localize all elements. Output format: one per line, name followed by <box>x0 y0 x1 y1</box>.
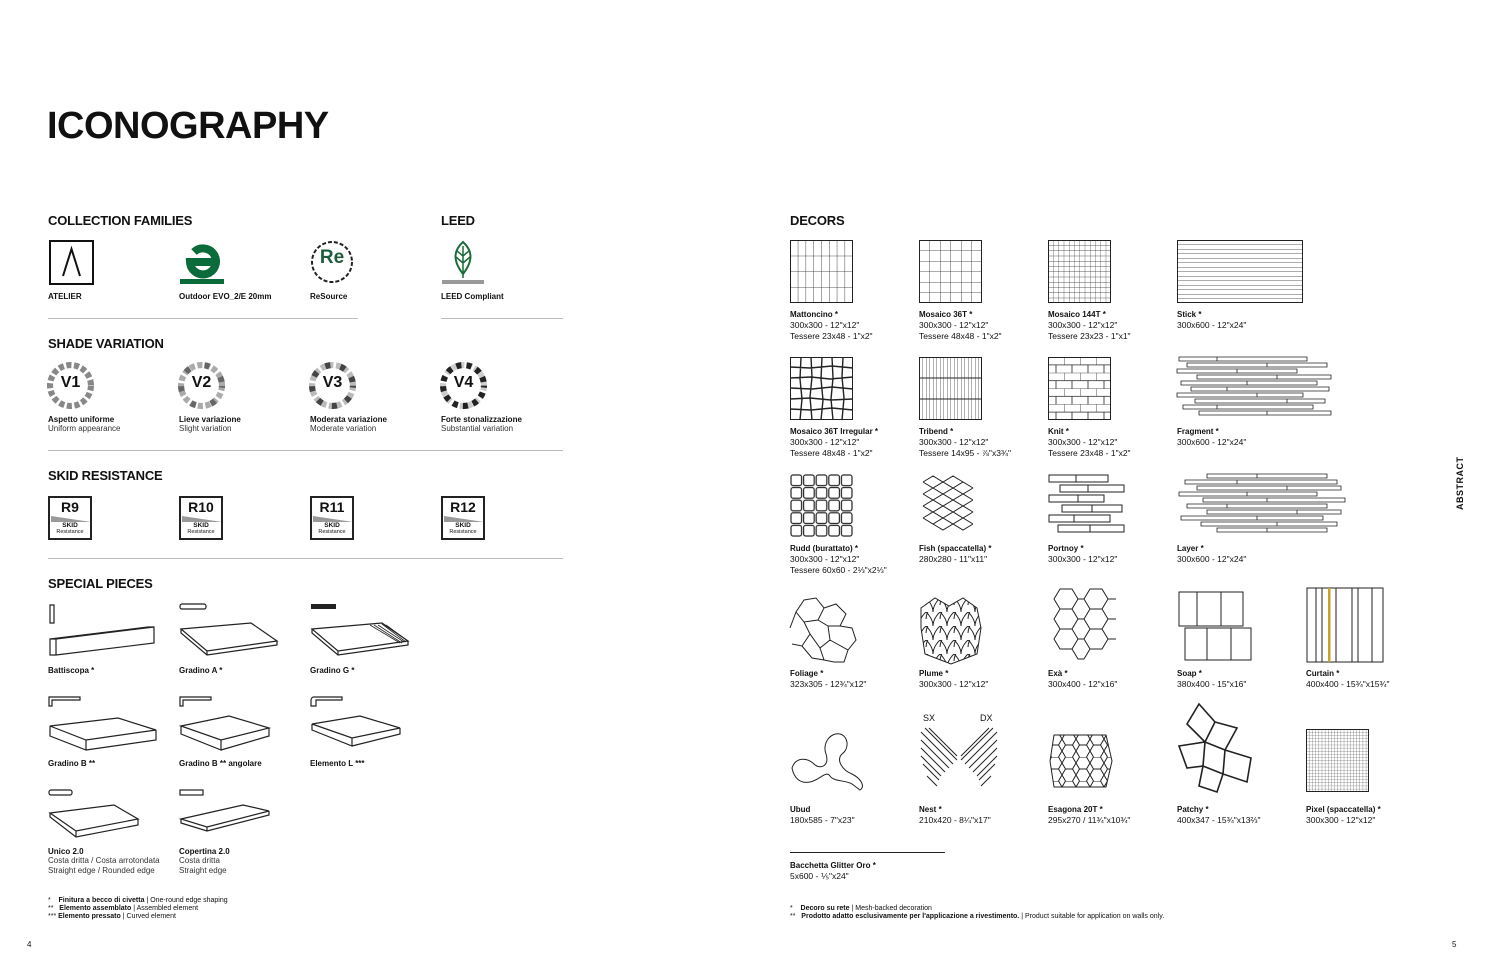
gradino-b-icon <box>48 696 160 754</box>
footnote: ** Elemento assemblato | Assembled element <box>48 905 199 912</box>
piece-sub2-copertina: Straight edge <box>179 866 227 875</box>
decor-name-bacchetta: Bacchetta Glitter Oro * <box>790 861 876 870</box>
footnote: * Decoro su rete | Mesh-backed decoration <box>790 905 932 912</box>
shade-v4-label: Forte stonalizzazione <box>441 415 522 424</box>
mosaico-36t-irregular-pattern <box>790 357 853 420</box>
layer-pattern <box>1177 472 1347 538</box>
decor-name-layer: Layer * <box>1177 544 1204 553</box>
side-tab-label: ABSTRACT <box>1455 456 1465 510</box>
section-leed: LEED <box>441 213 475 228</box>
page-number-left: 4 <box>27 940 32 949</box>
foliage-pattern <box>790 598 858 664</box>
piece-label-gradino-b-angolare: Gradino B ** angolare <box>179 759 262 768</box>
decor-name-mosaico-36t-irregular: Mosaico 36T Irregular * <box>790 427 879 436</box>
skid-line2: Resistance <box>56 529 84 535</box>
decor-name-soap: Soap * <box>1177 669 1202 678</box>
divider <box>48 450 563 451</box>
decor-dim: 300x300 - 12"x12" <box>919 679 989 689</box>
patchy-pattern <box>1177 702 1255 794</box>
piece-label-gradino-b: Gradino B ** <box>48 759 96 768</box>
decor-dim: 300x300 - 12"x12" <box>1048 320 1118 330</box>
decor-dim: 300x600 - 12"x24" <box>1177 437 1247 447</box>
section-skid-resistance: SKID RESISTANCE <box>48 468 163 483</box>
page-number-right: 5 <box>1452 940 1457 949</box>
decor-dim: 300x300 - 12"x12" <box>1306 815 1376 825</box>
decor-name-esagona: Esagona 20T * <box>1048 805 1103 814</box>
decor-dim: 300x400 - 12"x16" <box>1048 679 1118 689</box>
pixel-pattern <box>1306 729 1369 792</box>
piece-label-battiscopa: Battiscopa * <box>48 666 95 675</box>
decor-name-patchy: Patchy * <box>1177 805 1209 814</box>
decor-name-mosaico-144t: Mosaico 144T * <box>1048 310 1106 319</box>
knit-pattern <box>1048 357 1116 420</box>
section-shade-variation: SHADE VARIATION <box>48 336 164 351</box>
decor-name-mosaico-36t: Mosaico 36T * <box>919 310 973 319</box>
decor-dim2: Tessere 23x48 - 1"x2" <box>1048 448 1131 458</box>
decor-dim: 180x585 - 7"x23" <box>790 815 855 825</box>
decor-dim: 300x300 - 12"x12" <box>919 437 989 447</box>
soap-pattern <box>1177 590 1253 662</box>
decor-name-curtain: Curtain * <box>1306 669 1340 678</box>
nest-pattern <box>919 726 999 792</box>
leaf-icon <box>442 240 484 285</box>
unico-icon <box>48 789 143 844</box>
family-label-atelier: ATELIER <box>48 292 82 301</box>
decor-name-foliage: Foliage * <box>790 669 824 678</box>
family-label-resource: ReSource <box>310 292 348 301</box>
resource-mark: Re <box>319 247 345 268</box>
leed-label: LEED Compliant <box>441 292 504 301</box>
decor-name-exa: Exà * <box>1048 669 1068 678</box>
shade-v1-code: V1 <box>60 374 81 391</box>
decor-dim: 300x300 - 12"x12" <box>790 554 860 564</box>
shade-v2-label: Lieve variazione <box>179 415 241 424</box>
decor-dim: 323x305 - 12¾"x12" <box>790 679 867 689</box>
decor-name-fragment: Fragment * <box>1177 427 1219 436</box>
divider <box>48 558 563 559</box>
decor-dim: 300x300 - 12"x12" <box>1048 437 1118 447</box>
decor-name-tribend: Tribend * <box>919 427 954 436</box>
fish-pattern <box>919 476 975 536</box>
exa-pattern <box>1048 587 1120 665</box>
decor-name-stick: Stick * <box>1177 310 1202 319</box>
piece-label-gradino-g: Gradino G * <box>310 666 355 675</box>
shade-v3-code: V3 <box>322 374 343 391</box>
section-special-pieces: SPECIAL PIECES <box>48 576 153 591</box>
decor-name-fish: Fish (spaccatella) * <box>919 544 992 553</box>
skid-line2: Resistance <box>318 529 346 535</box>
decor-dim2: Tessere 23x23 - 1"x1" <box>1048 331 1131 341</box>
decor-dim2: Tessere 14x95 - ⅞"x3¾" <box>919 448 1012 458</box>
skid-code: R10 <box>188 499 214 515</box>
decor-name-mattoncino: Mattoncino * <box>790 310 838 319</box>
skid-line1: SKID <box>62 522 78 529</box>
piece-sub2-unico: Straight edge / Rounded edge <box>48 866 155 875</box>
bacchetta-line <box>790 852 945 853</box>
decor-dim: 300x300 - 12"x12" <box>919 320 989 330</box>
mosaico-36t-pattern <box>919 240 982 303</box>
footnote: ** Prodotto adatto esclusivamente per l'applicazione a rivestimento. | Product suitable for application on walls only. <box>790 913 1165 920</box>
divider <box>48 318 358 319</box>
shade-v3-sub: Moderate variation <box>310 424 377 433</box>
portnoy-pattern <box>1048 474 1126 537</box>
curtain-pattern <box>1306 587 1384 663</box>
shade-v1-label: Aspetto uniforme <box>48 415 115 424</box>
decor-dim: 210x420 - 8¼"x17" <box>919 815 991 825</box>
decor-dim: 280x280 - 11"x11" <box>919 554 988 564</box>
decor-dim: 300x300 - 12"x12" <box>790 320 860 330</box>
skid-code: R12 <box>450 499 476 515</box>
decor-dim: 300x300 - 12"x12" <box>1048 554 1118 564</box>
skid-code: R9 <box>61 499 79 515</box>
decor-name-portnoy: Portnoy * <box>1048 544 1084 553</box>
piece-label-gradino-a: Gradino A * <box>179 666 223 675</box>
ubud-shape <box>790 730 866 792</box>
piece-label-copertina: Copertina 2.0 <box>179 847 230 856</box>
skid-line2: Resistance <box>449 529 477 535</box>
section-decors: DECORS <box>790 213 845 228</box>
piece-label-unico: Unico 2.0 <box>48 847 84 856</box>
decor-dim2: Tessere 48x48 - 1"x2" <box>919 331 1002 341</box>
footnote: * Finitura a becco di civetta | One-round edge shaping <box>48 897 228 904</box>
decor-name-nest: Nest * <box>919 805 942 814</box>
decor-name-knit: Knit * <box>1048 427 1069 436</box>
section-collection-families: COLLECTION FAMILIES <box>48 213 193 228</box>
mattoncino-pattern <box>790 240 853 303</box>
battiscopa-icon <box>48 603 156 658</box>
skid-r10-badge <box>179 496 223 540</box>
rudd-pattern <box>790 474 853 537</box>
decor-dim: 400x347 - 15¾"x13⅔" <box>1177 815 1261 825</box>
plume-pattern <box>919 598 983 664</box>
atelier-icon <box>49 240 94 285</box>
decor-dim: 300x300 - 12"x12" <box>790 437 860 447</box>
decor-dim2: Tessere 23x48 - 1"x2" <box>790 331 873 341</box>
piece-label-elemento-l: Elemento L *** <box>310 759 365 768</box>
decor-dim: 380x400 - 15"x16" <box>1177 679 1247 689</box>
skid-line1: SKID <box>324 522 340 529</box>
copertina-icon <box>179 789 274 844</box>
fragment-pattern <box>1177 355 1332 421</box>
decor-dim: 5x600 - ⅕"x24" <box>790 871 849 881</box>
decor-name-plume: Plume * <box>919 669 949 678</box>
skid-line2: Resistance <box>187 529 215 535</box>
decor-dim: 295x270 / 11¾"x10¾" <box>1048 815 1131 825</box>
outdoor-e-icon <box>180 240 224 285</box>
decor-name-rudd: Rudd (burattato) * <box>790 544 858 553</box>
nest-sx-tag: SX <box>923 713 936 723</box>
shade-v4-code: V4 <box>453 374 474 391</box>
tribend-pattern <box>919 357 982 420</box>
decor-dim2: Tessere 60x60 - 2⅓"x2⅓" <box>790 565 887 575</box>
family-label-outdoor: Outdoor EVO_2/E 20mm <box>179 292 272 301</box>
decor-dim2: Tessere 48x48 - 1"x2" <box>790 448 873 458</box>
shade-v1-sub: Uniform appearance <box>48 424 121 433</box>
piece-sub-unico: Costa dritta / Costa arrotondata <box>48 856 160 865</box>
skid-r9-badge <box>48 496 92 540</box>
skid-line1: SKID <box>455 522 471 529</box>
shade-v4-sub: Substantial variation <box>441 424 514 433</box>
divider <box>441 318 563 319</box>
skid-code: R11 <box>319 499 345 515</box>
footnote: *** Elemento pressato | Curved element <box>48 913 176 920</box>
gradino-g-icon <box>310 603 410 658</box>
shade-v3-label: Moderata variazione <box>310 415 387 424</box>
decor-name-ubud: Ubud <box>790 805 811 814</box>
gradino-b-angolare-icon <box>179 696 274 754</box>
skid-line1: SKID <box>193 522 209 529</box>
shade-v2-sub: Slight variation <box>179 424 232 433</box>
decor-dim: 400x400 - 15¾"x15¾" <box>1306 679 1390 689</box>
stick-pattern <box>1177 240 1303 303</box>
mosaico-144t-pattern <box>1048 240 1111 303</box>
elemento-l-icon <box>310 696 405 754</box>
gradino-a-icon <box>179 603 279 658</box>
skid-r12-badge <box>441 496 485 540</box>
page-title: ICONOGRAPHY <box>47 105 329 147</box>
nest-dx-tag: DX <box>980 713 993 723</box>
decor-name-pixel: Pixel (spaccatella) * <box>1306 805 1381 814</box>
decor-dim: 300x600 - 12"x24" <box>1177 320 1247 330</box>
shade-v2-code: V2 <box>191 374 212 391</box>
piece-sub-copertina: Costa dritta <box>179 856 220 865</box>
skid-r11-badge <box>310 496 354 540</box>
decor-dim: 300x600 - 12"x24" <box>1177 554 1247 564</box>
esagona-pattern <box>1048 733 1114 789</box>
